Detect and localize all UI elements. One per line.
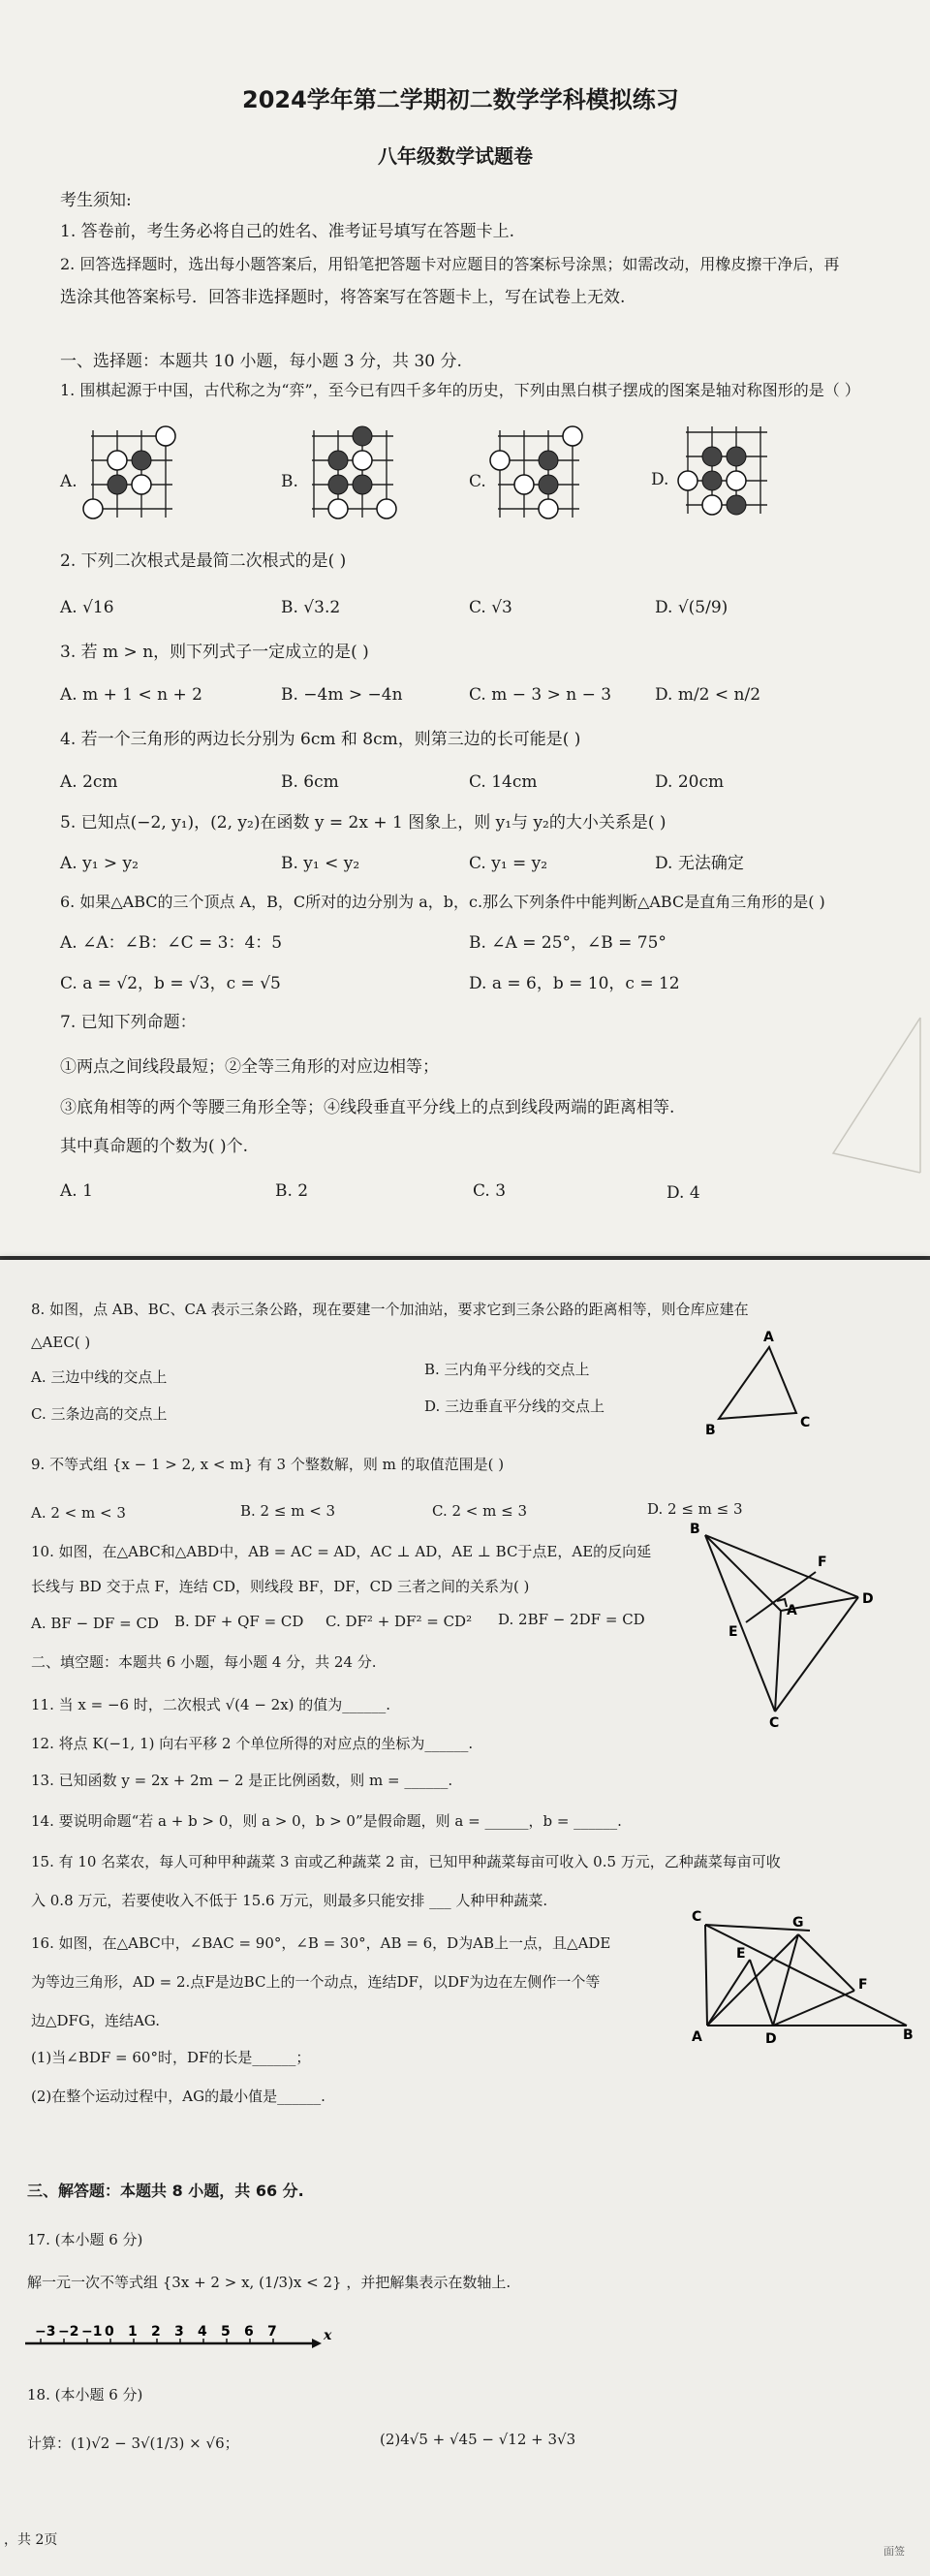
- number-line-label: 2: [151, 2324, 161, 2340]
- q8-label-c: C: [800, 1415, 811, 1430]
- q2-option-b: B. √3.2: [281, 598, 341, 617]
- q11: 11. 当 x = −6 时，二次根式 √(4 − 2x) 的值为______.: [31, 1696, 391, 1713]
- q9-option-c: C. 2 < m ≤ 3: [432, 1502, 527, 1520]
- q8-option-b: B. 三内角平分线的交点上: [424, 1361, 590, 1378]
- q2-option-c: C. √3: [469, 598, 512, 617]
- q10-stem-line-2: 长线与 BD 交于点 F，连结 CD，则线段 BF，DF，CD 三者之间的关系为( ): [31, 1578, 530, 1595]
- section3-heading: 三、解答题：本题共 8 小题，共 66 分.: [27, 2182, 304, 2200]
- number-line-label: −3: [35, 2324, 56, 2340]
- q7-option-d: D. 4: [666, 1183, 700, 1203]
- q3-option-a: A. m + 1 < n + 2: [60, 685, 202, 705]
- q3-option-d: D. m/2 < n/2: [655, 685, 761, 705]
- q6-option-a: A. ∠A：∠B：∠C = 3：4：5: [60, 933, 283, 953]
- q13: 13. 已知函数 y = 2x + 2m − 2 是正比例函数，则 m = ______.: [31, 1772, 453, 1789]
- q8-label-b: B: [705, 1423, 716, 1438]
- q8-option-c: C. 三条边高的交点上: [31, 1405, 168, 1423]
- number-line-label: 7: [267, 2324, 277, 2340]
- q10-option-b: B. DF + QF = CD: [174, 1613, 304, 1630]
- q5-option-a: A. y₁ > y₂: [60, 854, 139, 873]
- q18-part-2: (2)4√5 + √45 − √12 + 3√3: [380, 2431, 576, 2448]
- q6-option-b: B. ∠A = 25°，∠B = 75°: [469, 933, 666, 953]
- number-line-label: 0: [105, 2324, 114, 2340]
- q17-number-line: [21, 2320, 331, 2353]
- number-line-label: 1: [128, 2324, 138, 2340]
- number-line-label: 5: [221, 2324, 231, 2340]
- q8-option-d: D. 三边垂直平分线的交点上: [424, 1398, 605, 1415]
- number-line-label: 3: [174, 2324, 184, 2340]
- q6-stem: 6. 如果△ABC的三个顶点 A，B，C所对的边分别为 a，b，c.那么下列条件中能判断△ABC是直角三角形的是( ): [60, 893, 825, 911]
- q10-label-a: A: [787, 1603, 797, 1618]
- q9-stem: 9. 不等式组 {x − 1 > 2, x < m} 有 3 个整数解，则 m 的取值范围是( ): [31, 1456, 505, 1473]
- number-line-label: −1: [81, 2324, 103, 2340]
- q10-label-f: F: [818, 1555, 827, 1570]
- q2-option-d: D. √(5/9): [655, 598, 728, 617]
- q9-option-b: B. 2 ≤ m < 3: [240, 1502, 336, 1520]
- q16-label-f: F: [858, 1977, 868, 1993]
- number-line-label: 4: [198, 2324, 207, 2340]
- q4-option-d: D. 20cm: [655, 772, 725, 792]
- q3-option-b: B. −4m > −4n: [281, 685, 403, 705]
- q16-line-2: 为等边三角形，AD = 2.点F是边BC上的一个动点，连结DF，以DF为边在左侧作一个等: [31, 1973, 601, 1991]
- q16-sub-2: (2)在整个运动过程中，AG的最小值是______.: [31, 2088, 326, 2105]
- q3-stem: 3. 若 m > n，则下列式子一定成立的是( ): [60, 643, 369, 662]
- notice-line-3: 选涂其他答案标号．回答非选择题时，将答案写在答题卡上，写在试卷上无效.: [60, 288, 626, 307]
- q16-label-b: B: [903, 2027, 914, 2043]
- notice-line-2: 2. 回答选择题时，选出每小题答案后，用铅笔把答题卡对应题目的答案标号涂黑；如需改动，用橡皮擦干净后，再: [60, 255, 840, 273]
- q8-stem-line-2: △AEC( ): [31, 1334, 91, 1351]
- q16-geometry-figure: [684, 1911, 916, 2047]
- corner-mark: 面签: [884, 2545, 905, 2558]
- bleed-through-figure: [814, 1008, 930, 1182]
- number-line-label: 6: [244, 2324, 254, 2340]
- q8-option-a: A. 三边中线的交点上: [31, 1368, 168, 1386]
- q16-line-1: 16. 如图，在△ABC中，∠BAC = 90°，∠B = 30°，AB = 6，D为AB上一点，且△ADE: [31, 1934, 611, 1952]
- q7-stem: 7. 已知下列命题：: [60, 1013, 197, 1032]
- q4-option-a: A. 2cm: [60, 772, 118, 792]
- q4-stem: 4. 若一个三角形的两边长分别为 6cm 和 8cm，则第三边的长可能是( ): [60, 730, 581, 749]
- q16-sub-1: (1)当∠BDF = 60°时，DF的长是______；: [31, 2049, 311, 2066]
- q4-option-c: C. 14cm: [469, 772, 538, 792]
- notice-heading: 考生须知:: [60, 191, 132, 210]
- q8-stem-line-1: 8. 如图，点 AB、BC、CA 表示三条公路，现在要建一个加油站，要求它到三条公路的距离相等，则仓库应建在: [31, 1301, 749, 1318]
- q7-option-b: B. 2: [275, 1181, 309, 1201]
- q10-geometry-figure: [688, 1522, 882, 1731]
- q17-text: 解一元一次不等式组 {3x + 2 > x, (1/3)x < 2} ，并把解集表示在数轴上.: [27, 2274, 512, 2291]
- exam-title: 2024学年第二学期初二数学学科模拟练习: [242, 86, 679, 113]
- q10-label-e: E: [728, 1624, 738, 1640]
- q4-option-b: B. 6cm: [281, 772, 339, 792]
- q12: 12. 将点 K(−1, 1) 向右平移 2 个单位所得的对应点的坐标为______.: [31, 1735, 474, 1752]
- q3-option-c: C. m − 3 > n − 3: [469, 685, 612, 705]
- q16-line-3: 边△DFG，连结AG.: [31, 2012, 161, 2029]
- q10-stem-line-1: 10. 如图，在△ABC和△ABD中，AB = AC = AD，AC ⊥ AD，AE ⊥ BC于点E，AE的反向延: [31, 1543, 652, 1560]
- exam-page-2: [0, 1260, 930, 2576]
- q15-line-2: 入 0.8 万元，若要使收入不低于 15.6 万元，则最多只能安排 ___ 人种甲种蔬菜.: [31, 1892, 548, 1909]
- go-board-b: [304, 426, 401, 523]
- page-footer: ，共 2页: [4, 2532, 58, 2548]
- q6-option-c: C. a = √2，b = √3，c = √5: [60, 974, 281, 993]
- q16-label-e: E: [736, 1946, 746, 1962]
- section1-heading: 一、选择题：本题共 10 小题，每小题 3 分，共 30 分.: [60, 352, 462, 371]
- q10-label-b: B: [690, 1522, 700, 1537]
- q5-stem: 5. 已知点(−2, y₁)，(2, y₂)在函数 y = 2x + 1 图象上，则 y₁与 y₂的大小关系是( ): [60, 813, 666, 832]
- q5-option-d: D. 无法确定: [655, 854, 744, 873]
- q16-label-c: C: [692, 1909, 702, 1925]
- q18-heading: 18. (本小题 6 分): [27, 2386, 143, 2403]
- q8-label-a: A: [763, 1330, 774, 1345]
- q10-label-d: D: [862, 1591, 874, 1607]
- q1-option-b: B.: [281, 472, 298, 491]
- go-board-a: [83, 426, 180, 523]
- exam-subtitle: 八年级数学试题卷: [378, 144, 533, 168]
- q16-label-a: A: [692, 2029, 702, 2045]
- section2-heading: 二、填空题：本题共 6 小题，每小题 4 分，共 24 分.: [31, 1653, 377, 1671]
- q14: 14. 要说明命题“若 a + b > 0，则 a > 0，b > 0”是假命题，则 a = ______，b = ______.: [31, 1812, 622, 1830]
- go-board-c: [490, 426, 587, 523]
- q1-option-d: D.: [651, 470, 669, 489]
- q16-label-d: D: [765, 2031, 777, 2047]
- q10-option-c: C. DF² + DF² = CD²: [326, 1613, 473, 1630]
- q17-heading: 17. (本小题 6 分): [27, 2231, 143, 2248]
- notice-line-1: 1. 答卷前，考生务必将自己的姓名、准考证号填写在答题卡上.: [60, 222, 515, 241]
- q5-option-c: C. y₁ = y₂: [469, 854, 548, 873]
- go-board-d: [678, 423, 775, 519]
- q2-option-a: A. √16: [60, 598, 114, 617]
- q10-label-c: C: [769, 1715, 780, 1731]
- q1-stem: 1. 围棋起源于中国，古代称之为“弈”，至今已有四千多年的历史，下列由黑白棋子摆成的图案是轴对称图形的是（ ）: [60, 381, 860, 399]
- q6-option-d: D. a = 6，b = 10，c = 12: [469, 974, 680, 993]
- q10-option-a: A. BF − DF = CD: [31, 1615, 159, 1632]
- q16-label-g: G: [792, 1915, 804, 1931]
- exam-page-1: [0, 0, 930, 1256]
- q9-option-a: A. 2 < m < 3: [31, 1504, 126, 1522]
- q5-option-b: B. y₁ < y₂: [281, 854, 360, 873]
- q15-line-1: 15. 有 10 名菜农，每人可种甲种蔬菜 3 亩或乙种蔬菜 2 亩，已知甲种蔬菜每亩可收入 0.5 万元，乙种蔬菜每亩可收: [31, 1853, 781, 1870]
- q7-option-a: A. 1: [60, 1181, 93, 1201]
- number-line-label: −2: [58, 2324, 79, 2340]
- q7-proposition-line-2: ③底角相等的两个等腰三角形全等；④线段垂直平分线上的点到线段两端的距离相等.: [60, 1098, 675, 1117]
- q1-option-c: C.: [469, 472, 486, 491]
- q9-option-d: D. 2 ≤ m ≤ 3: [647, 1500, 743, 1518]
- q2-stem: 2. 下列二次根式是最简二次根式的是( ): [60, 551, 347, 571]
- q18-part-1: 计算：(1)√2 − 3√(1/3) × √6；: [27, 2435, 239, 2452]
- number-line-axis-label: x: [324, 2328, 332, 2343]
- q10-option-d: D. 2BF − 2DF = CD: [498, 1611, 645, 1628]
- q7-option-c: C. 3: [473, 1181, 507, 1201]
- q8-triangle-figure: [703, 1330, 820, 1438]
- q7-proposition-line-1: ①两点之间线段最短；②全等三角形的对应边相等；: [60, 1057, 439, 1077]
- q1-option-a: A.: [60, 472, 78, 491]
- q7-question: 其中真命题的个数为( )个.: [60, 1137, 249, 1156]
